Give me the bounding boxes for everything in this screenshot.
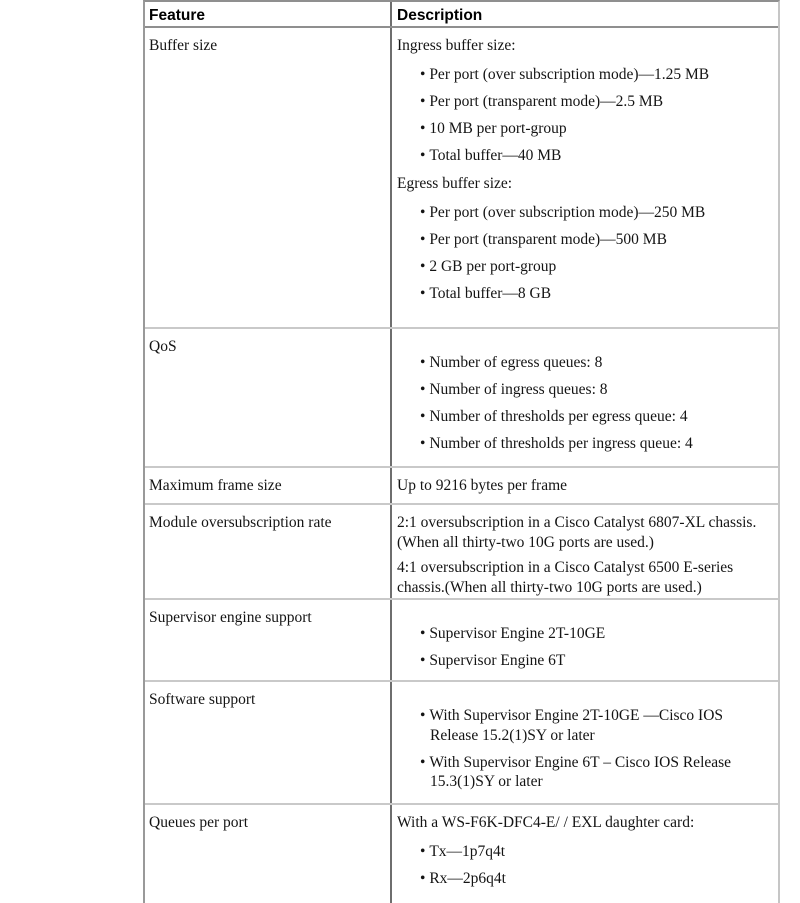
bullet-list (397, 65, 775, 166)
bullet-item: • 2 GB per port-group (397, 257, 775, 277)
bullet-item: • 10 MB per port-group (397, 119, 775, 139)
description-cell (392, 600, 778, 680)
feature-cell (145, 505, 392, 598)
bullet-item: • Number of thresholds per egress queue: 4 (397, 407, 775, 427)
description-cell (392, 28, 778, 327)
intro-text: With a WS-F6K-DFC4-E/ / EXL daughter card: (397, 814, 695, 831)
feature-cell (145, 682, 392, 803)
feature-label: QoS (149, 338, 177, 355)
header-cell-description: Description (397, 7, 483, 24)
table-row-buffer-size (145, 28, 778, 329)
bullet-item: • Per port (over subscription mode)—1.25 MB (397, 65, 775, 85)
bullet-item: • Total buffer—8 GB (397, 284, 775, 304)
bullet-list (397, 624, 775, 671)
table-row-oversubscription-rate (145, 505, 778, 600)
feature-label: Module oversubscription rate (149, 514, 332, 531)
feature-label: Software support (149, 691, 256, 708)
bullet-list (397, 706, 775, 792)
description-cell (392, 805, 778, 903)
table-header-row (145, 2, 778, 28)
table-row-max-frame-size (145, 468, 778, 505)
table-row-qos (145, 329, 778, 468)
description-cell (392, 505, 778, 598)
feature-cell (145, 805, 392, 903)
bullet-item: • Per port (transparent mode)—500 MB (397, 230, 775, 250)
paragraph: 2:1 oversubscription in a Cisco Catalyst 6807-XL chassis. (When all thirty-two 10G ports are used.) (397, 514, 757, 551)
bullet-item: • Number of ingress queues: 8 (397, 380, 775, 400)
bullet-item: • With Supervisor Engine 2T-10GE —Cisco IOS Release 15.2(1)SY or later (397, 706, 775, 745)
bullet-list (397, 842, 775, 889)
table-row-software-support (145, 682, 778, 805)
feature-spec-table (143, 0, 780, 903)
feature-cell (145, 329, 392, 466)
intro-text: Ingress buffer size: (397, 37, 516, 54)
bullet-list (397, 203, 775, 304)
table-row-queues-per-port (145, 805, 778, 903)
description-text: Up to 9216 bytes per frame (397, 477, 568, 494)
intro-text: Egress buffer size: (397, 175, 513, 192)
feature-label: Maximum frame size (149, 477, 282, 494)
paragraph: 4:1 oversubscription in a Cisco Catalyst 6500 E-series chassis.(When all thirty-two 10G ports are used.) (397, 559, 734, 596)
description-cell (392, 682, 778, 803)
bullet-list (397, 353, 775, 454)
bullet-item: • Supervisor Engine 6T (397, 651, 775, 671)
feature-cell (145, 28, 392, 327)
bullet-item: • Rx—2p6q4t (397, 869, 775, 889)
description-cell (392, 468, 778, 503)
bullet-item: • Number of thresholds per ingress queue: 4 (397, 434, 775, 454)
table-row-supervisor-engine-support (145, 600, 778, 682)
description-cell (392, 329, 778, 466)
bullet-item: • Per port (over subscription mode)—250 MB (397, 203, 775, 223)
bullet-item: • With Supervisor Engine 6T – Cisco IOS Release 15.3(1)SY or later (397, 753, 775, 792)
bullet-item: • Total buffer—40 MB (397, 146, 775, 166)
bullet-item: • Tx—1p7q4t (397, 842, 775, 862)
feature-label: Supervisor engine support (149, 609, 312, 626)
bullet-item: • Number of egress queues: 8 (397, 353, 775, 373)
feature-label: Buffer size (149, 37, 218, 54)
feature-cell (145, 600, 392, 680)
feature-cell (145, 468, 392, 503)
header-cell-feature: Feature (145, 2, 392, 26)
bullet-item: • Per port (transparent mode)—2.5 MB (397, 92, 775, 112)
bullet-item: • Supervisor Engine 2T-10GE (397, 624, 775, 644)
feature-label: Queues per port (149, 814, 248, 831)
